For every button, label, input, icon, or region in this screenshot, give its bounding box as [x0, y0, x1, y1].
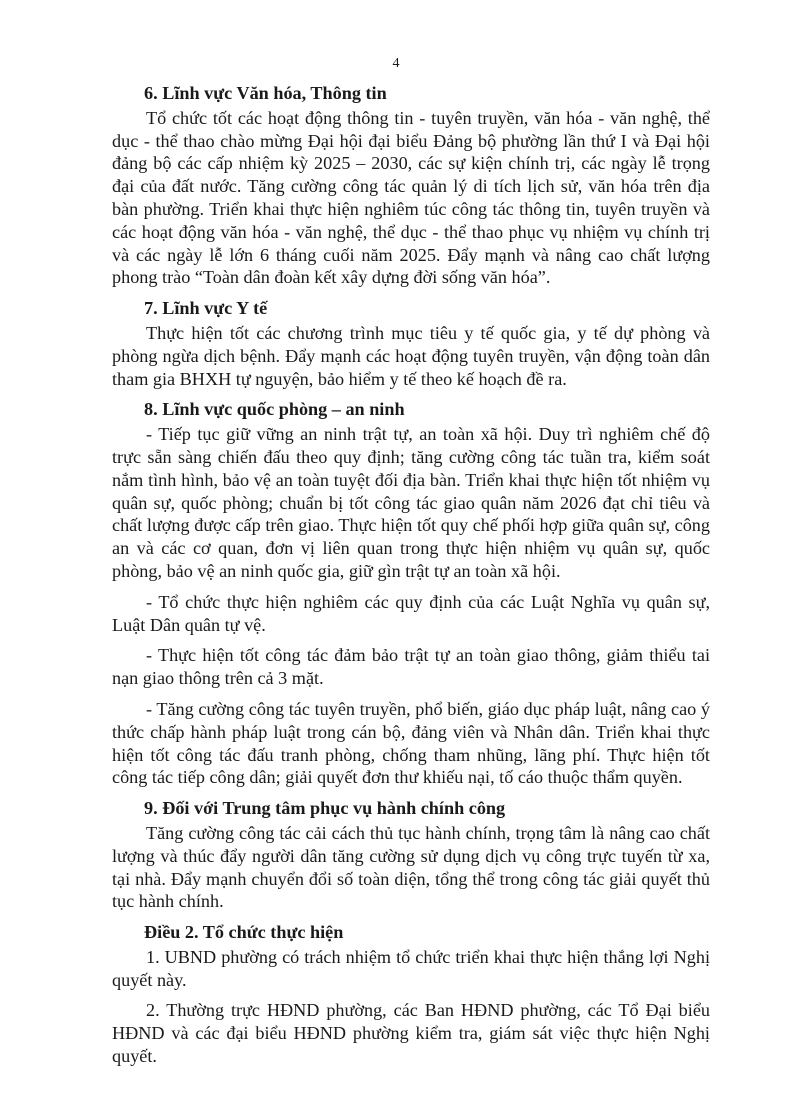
page-number: 4 [392, 56, 400, 71]
section-heading: 8. Lĩnh vực quốc phòng – an ninh [144, 399, 405, 420]
section-heading: 7. Lĩnh vực Y tế [144, 298, 268, 319]
paragraph: Tăng cường công tác cải cách thủ tục hành chính, trọng tâm là nâng cao chất lượng và thúc đẩy người dân tăng cường sử dụng dịch vụ công trực tuyến từ xa, tại nhà. Đẩy mạnh chuyển đổi số toàn diện, tổng thể trong công tác giải quyết thủ tục hành chính. [112, 822, 710, 912]
section-heading: 9. Đối với Trung tâm phục vụ hành chính công [144, 798, 506, 819]
paragraph: - Thực hiện tốt công tác đảm bảo trật tự an toàn giao thông, giảm thiểu tai nạn giao thông trên cả 3 mặt. [112, 645, 710, 689]
section-public-service-center [112, 797, 710, 913]
section-health [112, 297, 710, 390]
paragraph: - Tăng cường công tác tuyên truyền, phổ biến, giáo dục pháp luật, nâng cao ý thức chấp hành pháp luật trong cán bộ, đảng viên và Nhân dân. Triển khai thực hiện tốt công tác đấu tranh phòng, chống tham nhũng, lãng phí. Thực hiện tốt công tác tiếp công dân; giải quyết đơn thư khiếu nại, tố cáo thuộc thẩm quyền. [112, 698, 710, 788]
paragraph: - Tiếp tục giữ vững an ninh trật tự, an toàn xã hội. Duy trì nghiêm chế độ trực sẵn sàng chiến đấu theo quy định; tăng cường công tác tuần tra, kiểm soát nắm tình hình, bảo vệ an toàn tuyệt đối địa bàn. Triển khai thực hiện tốt nhiệm vụ quân sự, quốc phòng; chuẩn bị tốt công tác giao quân năm 2026 đạt chỉ tiêu và chất lượng được cấp trên giao. Thực hiện tốt quy chế phối hợp giữa quân sự, công an và các cơ quan, đơn vị liên quan trong thực hiện nhiệm vụ quân sự, quốc phòng, bảo vệ an ninh quốc gia, giữ gìn trật tự an toàn xã hội. [112, 424, 710, 581]
paragraph: Thực hiện tốt các chương trình mục tiêu y tế quốc gia, y tế dự phòng và phòng ngừa dịch bệnh. Đẩy mạnh các hoạt động tuyên truyền, vận động toàn dân tham gia BHXH tự nguyện, bảo hiểm y tế theo kế hoạch đề ra. [112, 322, 710, 389]
paragraph: 1. UBND phường có trách nhiệm tổ chức triển khai thực hiện thắng lợi Nghị quyết này. [112, 946, 710, 990]
section-defense-security [112, 398, 710, 789]
paragraph: Tổ chức tốt các hoạt động thông tin - tuyên truyền, văn hóa - văn nghệ, thể dục - thể thao chào mừng Đại hội đại biểu Đảng bộ phường lần thứ I và Đại hội đảng bộ các cấp nhiệm kỳ 2025 – 2030, các sự kiện chính trị, các ngày lễ trọng đại của đất nước. Tăng cường công tác quản lý di tích lịch sử, văn hóa trên địa bàn phường. Triển khai thực hiện nghiêm túc công tác thông tin, tuyên truyền và các hoạt động văn hóa - văn nghệ, thể dục - thể thao phục vụ nhiệm vụ chính trị và các ngày lễ lớn 6 tháng cuối năm 2025. Đẩy mạnh và nâng cao chất lượng phong trào “Toàn dân đoàn kết xây dựng đời sống văn hóa”. [112, 107, 710, 288]
document-body [112, 76, 710, 1076]
section-article-2 [112, 921, 710, 1068]
section-heading: 6. Lĩnh vực Văn hóa, Thông tin [144, 83, 387, 103]
section-heading: Điều 2. Tổ chức thực hiện [144, 922, 344, 943]
paragraph: - Tổ chức thực hiện nghiêm các quy định của các Luật Nghĩa vụ quân sự, Luật Dân quân tự vệ. [112, 591, 710, 635]
section-culture [112, 82, 710, 289]
paragraph: 2. Thường trực HĐND phường, các Ban HĐND phường, các Tổ Đại biểu HĐND và các đại biểu HĐND phường kiểm tra, giám sát việc thực hiện Nghị quyết. [112, 1000, 710, 1067]
